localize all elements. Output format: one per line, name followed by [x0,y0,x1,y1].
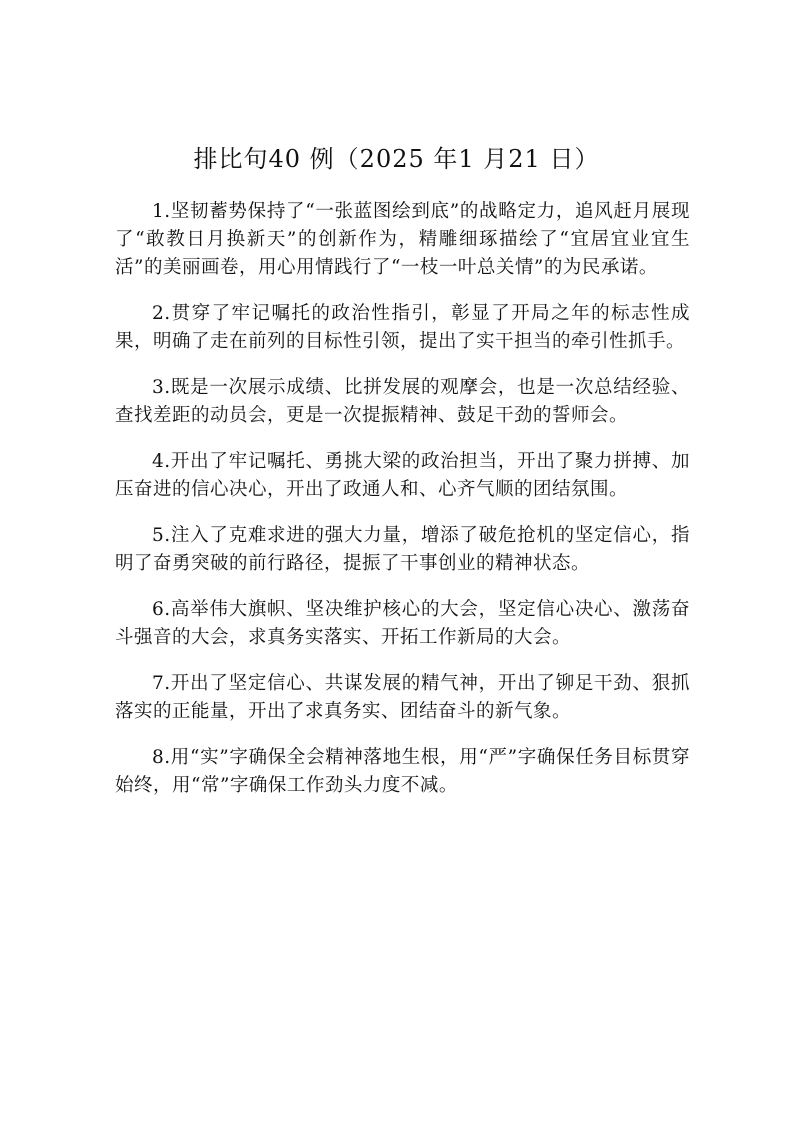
paragraph-8: 8.用“实”字确保全会精神落地生根，用“严”字确保任务目标贯穿始终，用“常”字确保工作劲头力度不减。 [115,747,690,796]
paragraph-6: 6.高举伟大旗帜、坚决维护核心的大会，坚定信心决心、激荡奋斗强音的大会，求真务实落实、开拓工作新局的大会。 [115,599,690,648]
paragraph-5: 5.注入了克难求进的强大力量，增添了破危抢机的坚定信心，指明了奋勇突破的前行路径，提振了干事创业的精神状态。 [115,525,690,574]
paragraph-7: 7.开出了坚定信心、共谋发展的精气神，开出了铆足干劲、狠抓落实的正能量，开出了求真务实、团结奋斗的新气象。 [115,673,690,722]
paragraph-4: 4.开出了牢记嘱托、勇挑大梁的政治担当，开出了聚力拼搏、加压奋进的信心决心，开出了政通人和、心齐气顺的团结氛围。 [115,451,690,500]
paragraph-2: 2.贯穿了牢记嘱托的政治性指引，彰显了开局之年的标志性成果，明确了走在前列的目标性引领，提出了实干担当的牵引性抓手。 [115,303,690,352]
paragraph-3: 3.既是一次展示成绩、比拼发展的观摩会，也是一次总结经验、查找差距的动员会，更是一次提振精神、鼓足干劲的誓师会。 [115,377,690,426]
document-body [115,198,690,818]
page-title: 排比句40 例（2025 年1 月21 日） [193,145,600,173]
paragraph-1: 1.坚韧蓄势保持了“一张蓝图绘到底”的战略定力，追风赶月展现了“敢教日月换新天”的创新作为，精雕细琢描绘了“宜居宜业宜生活”的美丽画卷，用心用情践行了“一枝一叶总关情”的为民承诺。 [115,201,690,278]
